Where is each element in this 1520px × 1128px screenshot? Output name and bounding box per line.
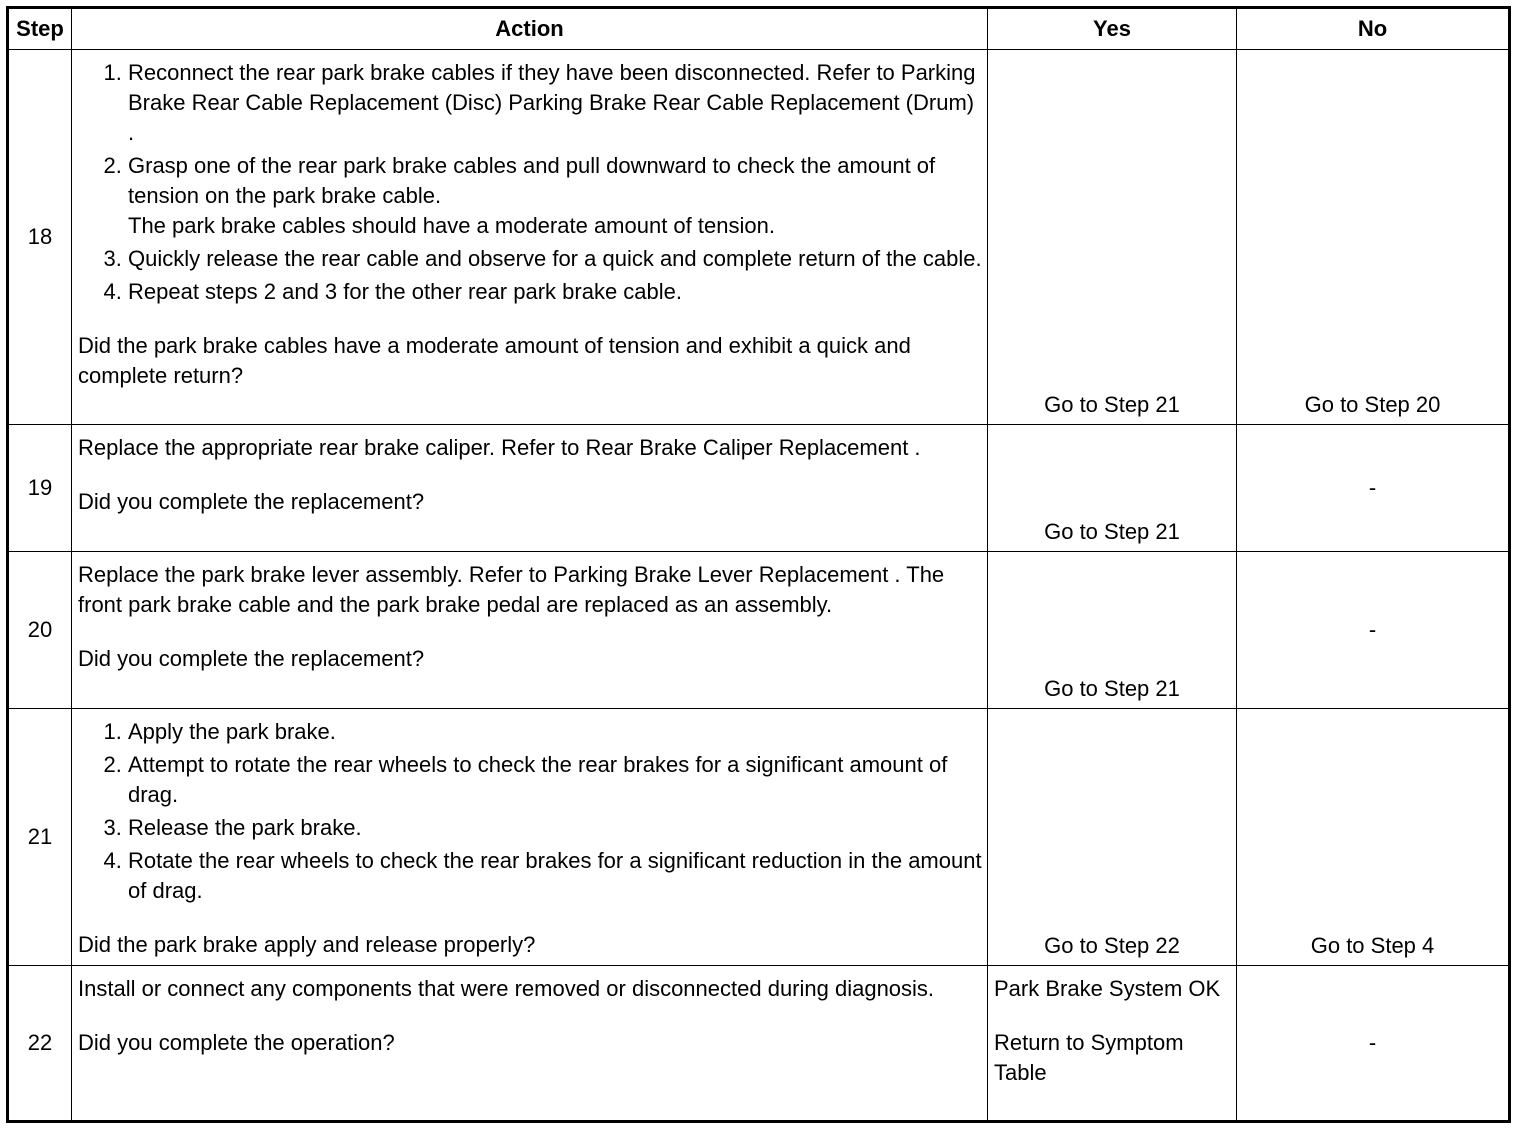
yes-cell: Go to Step 21	[988, 425, 1237, 552]
no-cell: -	[1237, 552, 1510, 709]
yes-cell: Go to Step 21	[988, 50, 1237, 425]
list-item: 3. Quickly release the rear cable and observe for a quick and complete return of the cable.	[128, 244, 983, 274]
no-cell: Go to Step 20	[1237, 50, 1510, 425]
action-cell	[72, 425, 988, 552]
yes-result-alt: Return to Symptom Table	[994, 1030, 1184, 1085]
action-cell	[72, 709, 988, 966]
table-row	[8, 50, 1510, 425]
list-item: 4. Rotate the rear wheels to check the rear brakes for a significant reduction in the amount of drag.	[128, 846, 983, 906]
header-row	[8, 8, 1510, 50]
yes-cell	[988, 966, 1237, 1122]
step-number: 22	[8, 966, 72, 1122]
header-action: Action	[72, 8, 988, 50]
question-text: Did the park brake apply and release properly?	[78, 932, 536, 957]
yes-cell: Go to Step 21	[988, 552, 1237, 709]
no-cell: Go to Step 4	[1237, 709, 1510, 966]
list-item: 3. Release the park brake.	[128, 813, 983, 843]
question-text: Did you complete the replacement?	[78, 489, 425, 514]
header-step: Step	[8, 8, 72, 50]
header-yes: Yes	[988, 8, 1237, 50]
list-item-note: The park brake cables should have a moderate amount of tension.	[128, 213, 775, 238]
table-row	[8, 425, 1510, 552]
table-row	[8, 552, 1510, 709]
action-text: Replace the park brake lever assembly. Refer to Parking Brake Lever Replacement . The front park brake cable and the park brake pedal are replaced as an assembly.	[78, 562, 945, 617]
yes-cell: Go to Step 22	[988, 709, 1237, 966]
action-list	[78, 717, 983, 906]
list-item: 4. Repeat steps 2 and 3 for the other rear park brake cable.	[128, 277, 983, 307]
diagnostic-table	[6, 6, 1511, 1123]
list-item: 1. Apply the park brake.	[128, 717, 983, 747]
question-text: Did you complete the operation?	[78, 1030, 395, 1055]
list-item	[128, 151, 983, 241]
step-number: 18	[8, 50, 72, 425]
action-list	[78, 58, 983, 307]
step-number: 19	[8, 425, 72, 552]
no-cell: -	[1237, 966, 1510, 1122]
action-cell	[72, 50, 988, 425]
list-item: 1. Reconnect the rear park brake cables if they have been disconnected. Refer to Parking Brake Rear Cable Replacement (Disc) Parking Brake Rear Cable Replacement (Drum) .	[128, 58, 983, 148]
header-no: No	[1237, 8, 1510, 50]
table-row	[8, 966, 1510, 1122]
step-number: 21	[8, 709, 72, 966]
table-row	[8, 709, 1510, 966]
question-text: Did the park brake cables have a moderate amount of tension and exhibit a quick and complete return?	[78, 333, 911, 388]
action-cell	[72, 552, 988, 709]
no-cell: -	[1237, 425, 1510, 552]
list-item-text: Grasp one of the rear park brake cables and pull downward to check the amount of tension on the park brake cable.	[128, 153, 936, 208]
action-cell	[72, 966, 988, 1122]
action-text: Replace the appropriate rear brake caliper. Refer to Rear Brake Caliper Replacement .	[78, 435, 921, 460]
action-text: Install or connect any components that were removed or disconnected during diagnosis.	[78, 976, 935, 1001]
question-text: Did you complete the replacement?	[78, 646, 425, 671]
step-number: 20	[8, 552, 72, 709]
yes-result: Park Brake System OK	[994, 976, 1221, 1001]
list-item: 2. Attempt to rotate the rear wheels to check the rear brakes for a significant amount of drag.	[128, 750, 983, 810]
